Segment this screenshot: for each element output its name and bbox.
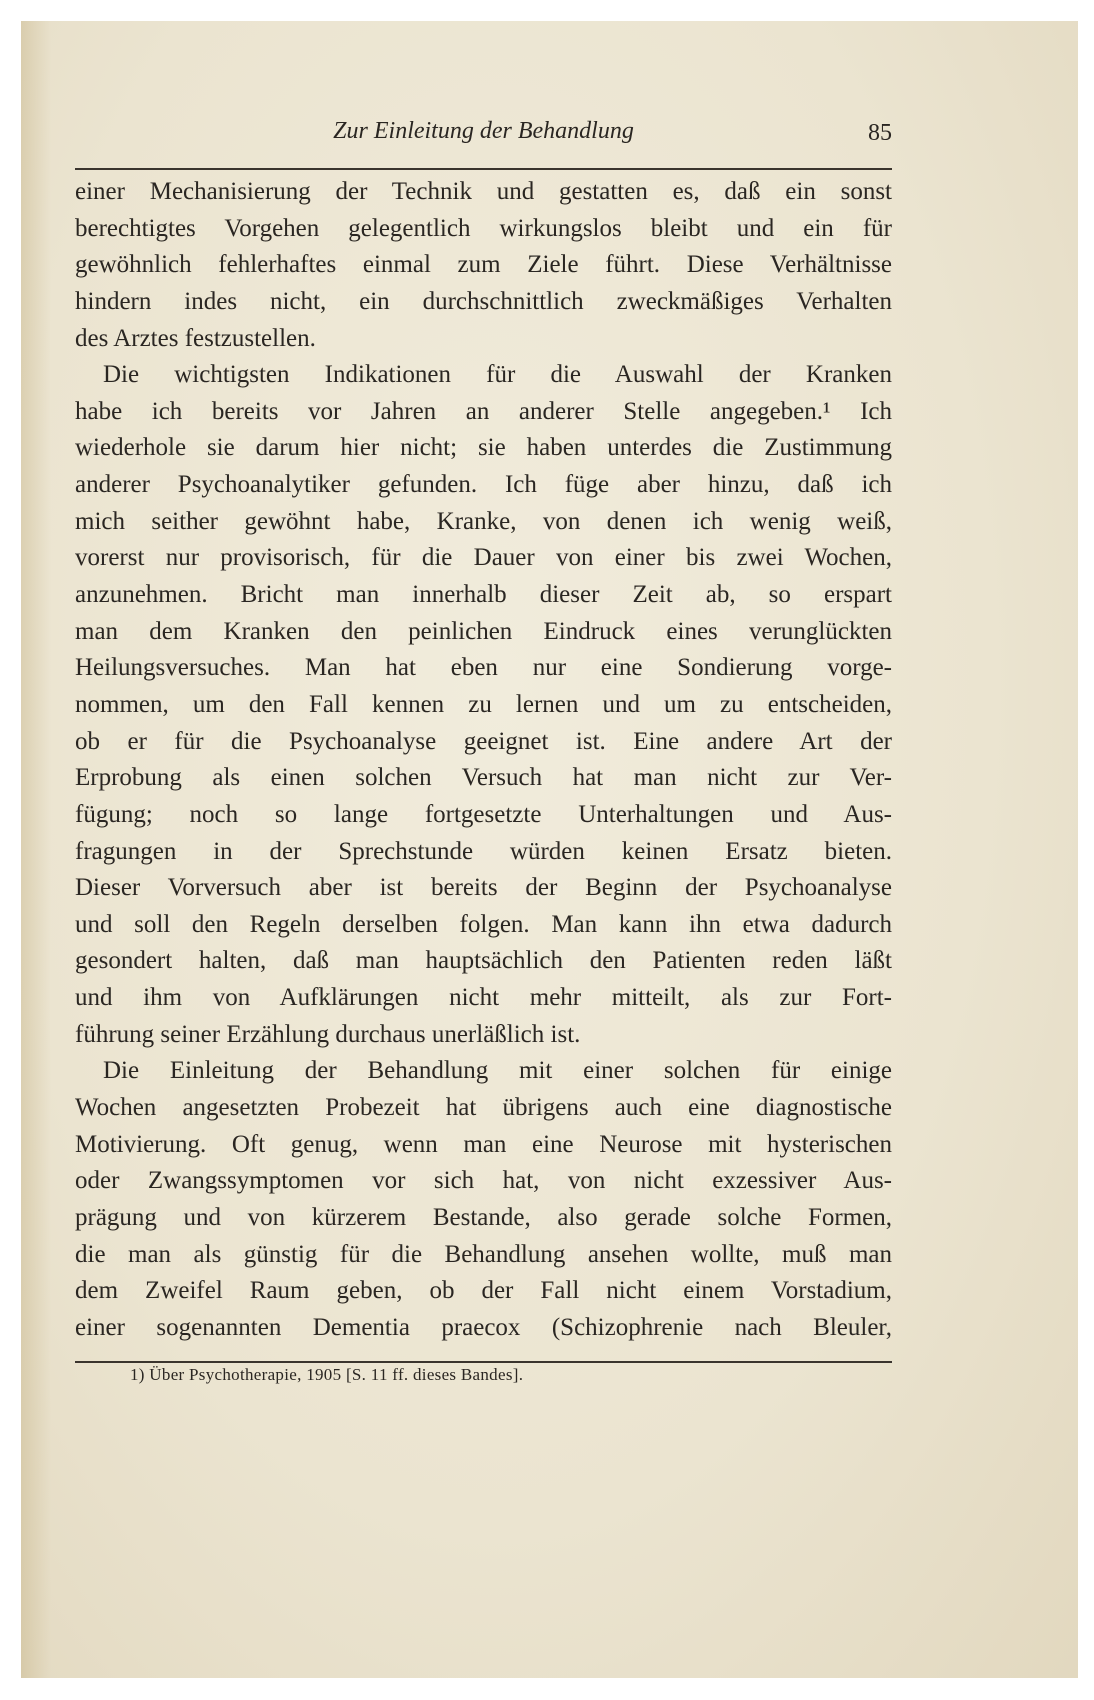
text-line: mich seither gewöhnt habe, Kranke, von denen ich wenig weiß, — [75, 507, 892, 535]
text-line: anderer Psychoanalytiker gefunden. Ich füge aber hinzu, daß ich — [75, 471, 892, 499]
text-line: Motivierung. Oft genug, wenn man eine Neurose mit hysterischen — [75, 1130, 892, 1158]
text-line: ob er für die Psychoanalyse geeignet ist. Eine andere Art der — [75, 727, 892, 755]
text-line: und soll den Regeln derselben folgen. Man kann ihn etwa dadurch — [75, 910, 892, 938]
text-line: und ihm von Aufklärungen nicht mehr mitteilt, als zur Fort- — [75, 984, 892, 1012]
text-line: führung seiner Erzählung durchaus unerläßlich ist. — [75, 1020, 581, 1048]
paragraph — [75, 174, 892, 357]
text-line: wiederhole sie darum hier nicht; sie haben unterdes die Zustimmung — [75, 434, 892, 462]
text-line: fragungen in der Sprechstunde würden keinen Ersatz bieten. — [75, 837, 892, 865]
header-rule — [75, 168, 892, 170]
text-line: prägung und von kürzerem Bestande, also gerade solche Formen, — [75, 1203, 892, 1231]
running-title: Zur Einleitung der Behandlung — [333, 118, 634, 144]
paragraph — [75, 357, 892, 1053]
footnote: 1) Über Psychotherapie, 1905 [S. 11 ff. dieses Bandes]. — [130, 1365, 524, 1384]
text-line: einer Mechanisierung der Technik und gestatten es, daß ein sonst — [75, 178, 892, 205]
text-line: anzunehmen. Bricht man innerhalb dieser Zeit ab, so erspart — [75, 581, 892, 609]
text-line: berechtigtes Vorgehen gelegentlich wirkungslos bleibt und ein für — [75, 214, 892, 242]
text-line: Die Einleitung der Behandlung mit einer solchen für einige — [103, 1057, 892, 1085]
text-line: gewöhnlich fehlerhaftes einmal zum Ziele führt. Diese Verhältnisse — [75, 251, 892, 279]
text-line: Erprobung als einen solchen Versuch hat man nicht zur Ver- — [75, 764, 892, 792]
text-line: vorerst nur provisorisch, für die Dauer von einer bis zwei Wochen, — [75, 544, 892, 572]
text-line: Die wichtigsten Indikationen für die Auswahl der Kranken — [103, 361, 892, 389]
text-line: nommen, um den Fall kennen zu lernen und um zu entscheiden, — [75, 690, 892, 718]
text-line: oder Zwangssymptomen vor sich hat, von nicht exzessiver Aus- — [75, 1167, 892, 1195]
footnote-rule — [75, 1361, 892, 1363]
text-line: die man als günstig für die Behandlung ansehen wollte, muß man — [75, 1240, 892, 1268]
page-header — [75, 118, 892, 152]
text-line: man dem Kranken den peinlichen Eindruck eines verunglückten — [75, 617, 892, 645]
text-line: dem Zweifel Raum geben, ob der Fall nicht einem Vorstadium, — [75, 1277, 892, 1305]
text-line: habe ich bereits vor Jahren an anderer Stelle angegeben.¹ Ich — [75, 397, 892, 425]
body-text — [75, 174, 892, 1347]
text-line: hindern indes nicht, ein durchschnittlich zweckmäßiges Verhalten — [75, 287, 892, 315]
paragraph — [75, 1053, 892, 1346]
text-line: einer sogenannten Dementia praecox (Schizophrenie nach Bleuler, — [75, 1313, 892, 1341]
text-line: gesondert halten, daß man hauptsächlich den Patienten reden läßt — [75, 947, 892, 975]
text-line: des Arztes festzustellen. — [75, 324, 316, 352]
page-number: 85 — [868, 120, 892, 146]
text-line: fügung; noch so lange fortgesetzte Unterhaltungen und Aus- — [75, 800, 892, 828]
text-line: Dieser Vorversuch aber ist bereits der Beginn der Psychoanalyse — [75, 874, 892, 902]
text-line: Wochen angesetzten Probezeit hat übrigens auch eine diagnostische — [75, 1094, 892, 1122]
text-line: Heilungsversuches. Man hat eben nur eine Sondierung vorge- — [75, 654, 892, 682]
